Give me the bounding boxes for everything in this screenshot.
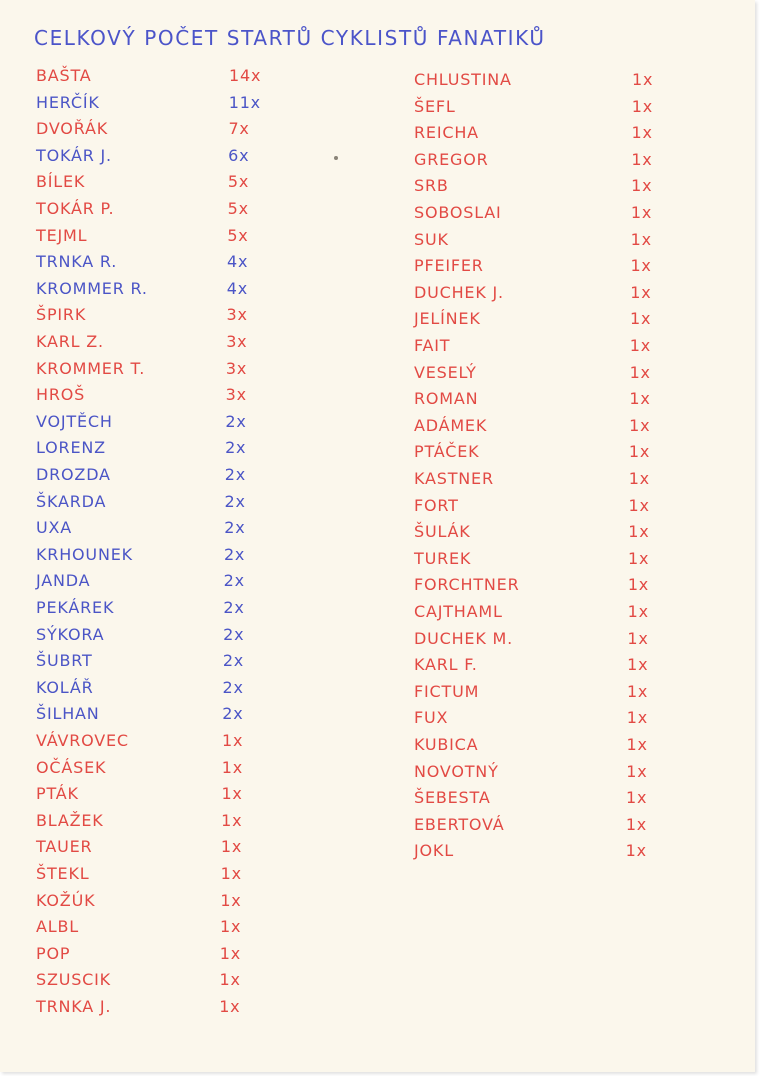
- start-count: 1x: [628, 495, 650, 515]
- rider-name: NOVOTNÝ: [414, 761, 499, 781]
- start-count: 1x: [629, 362, 651, 382]
- rider-name: LORENZ: [36, 438, 106, 458]
- start-count: 1x: [629, 336, 652, 355]
- rider-name: OČÁSEK: [36, 757, 107, 777]
- list-item: [36, 917, 306, 941]
- rider-name: FORCHTNER: [414, 575, 520, 595]
- list-item: [414, 788, 684, 812]
- rider-name: ŠILHAN: [36, 704, 100, 724]
- list-item: [36, 837, 306, 861]
- start-count: 1x: [630, 203, 653, 222]
- start-count: 5x: [227, 172, 250, 192]
- start-count: 11x: [228, 92, 261, 112]
- rider-name: KARL F.: [414, 655, 478, 675]
- start-count: 2x: [224, 465, 247, 484]
- rider-name: ADÁMEK: [414, 415, 488, 435]
- list-item: [414, 176, 684, 200]
- start-count: 2x: [223, 598, 245, 617]
- start-count: 1x: [629, 389, 651, 409]
- list-item: [36, 811, 306, 835]
- start-count: 1x: [630, 309, 652, 329]
- rider-name: EBERTOVÁ: [414, 814, 505, 834]
- start-count: 1x: [626, 681, 649, 701]
- rider-name: DUCHEK M.: [414, 628, 514, 648]
- start-count: 1x: [627, 655, 649, 675]
- start-count: 2x: [224, 518, 246, 538]
- list-item: [414, 256, 684, 280]
- list-item: [414, 469, 684, 493]
- start-count: 1x: [626, 708, 648, 728]
- list-item: [36, 252, 306, 276]
- start-count: 1x: [628, 548, 650, 568]
- rider-name: KOLÁŘ: [36, 677, 94, 697]
- list-item: [36, 305, 306, 329]
- list-item: [414, 549, 684, 573]
- list-item: [414, 575, 684, 599]
- list-item: [36, 598, 306, 622]
- start-count: 1x: [630, 229, 652, 249]
- start-count: 2x: [223, 571, 245, 591]
- rider-name: BÍLEK: [36, 172, 86, 192]
- rider-name: DVOŘÁK: [36, 119, 109, 139]
- list-item: [36, 864, 306, 888]
- start-count: 1x: [220, 917, 242, 937]
- start-count: 2x: [223, 624, 245, 644]
- start-count: 1x: [631, 123, 653, 143]
- list-item: [414, 762, 684, 786]
- rider-name: CAJTHAML: [414, 602, 503, 621]
- start-count: 2x: [225, 438, 247, 458]
- list-item: [36, 332, 306, 356]
- list-item: [414, 841, 684, 865]
- list-item: [414, 496, 684, 520]
- list-item: [36, 119, 306, 143]
- start-count: 1x: [221, 810, 243, 830]
- start-count: 1x: [219, 970, 241, 990]
- rider-name: CHLUSTINA: [414, 70, 512, 89]
- rider-name: SZUSCIK: [36, 970, 111, 990]
- rider-name: PTÁK: [36, 784, 79, 804]
- rider-name: KROMMER T.: [36, 358, 146, 378]
- start-count: 1x: [219, 997, 241, 1016]
- list-item: [414, 442, 684, 466]
- list-item: [414, 602, 684, 626]
- rider-name: TRNKA J.: [36, 997, 112, 1016]
- list-item: [36, 412, 306, 436]
- start-count: 2x: [222, 651, 245, 671]
- rider-name: SUK: [414, 229, 449, 249]
- list-item: [36, 545, 306, 569]
- rider-name: HERČÍK: [36, 92, 100, 112]
- start-count: 1x: [629, 415, 651, 435]
- rider-name: VESELÝ: [414, 362, 477, 382]
- rider-name: KASTNER: [414, 469, 494, 488]
- start-count: 1x: [220, 890, 242, 910]
- rider-name: UXA: [36, 518, 73, 538]
- list-item: [36, 359, 306, 383]
- rider-name: DROZDA: [36, 465, 111, 484]
- rider-name: ŠUBRT: [36, 651, 93, 671]
- list-item: [36, 385, 306, 409]
- start-count: 7x: [228, 119, 250, 139]
- list-item: [414, 309, 684, 333]
- start-count: 6x: [228, 145, 250, 165]
- rider-name: KOŽÚK: [36, 890, 96, 910]
- list-item: [36, 758, 306, 782]
- start-count: 3x: [226, 332, 248, 351]
- start-count: 14x: [229, 66, 262, 85]
- rider-name: SRB: [414, 176, 449, 196]
- list-item: [414, 389, 684, 413]
- start-count: 2x: [224, 491, 246, 511]
- start-count: 1x: [221, 784, 243, 804]
- list-item: [414, 150, 684, 174]
- start-count: 1x: [628, 522, 650, 542]
- rider-name: FUX: [414, 708, 449, 728]
- rider-name: GREGOR: [414, 149, 489, 169]
- rider-name: PEKÁREK: [36, 598, 115, 617]
- start-count: 1x: [630, 256, 652, 276]
- list-item: [36, 651, 306, 675]
- list-item: [36, 438, 306, 462]
- list-item: [36, 970, 306, 994]
- rider-name: KRHOUNEK: [36, 544, 133, 564]
- start-count: 1x: [220, 864, 242, 883]
- list-item: [414, 682, 684, 706]
- list-item: [414, 203, 684, 227]
- start-count: 3x: [226, 305, 248, 325]
- list-item: [414, 655, 684, 679]
- rider-name: BLAŽEK: [36, 810, 104, 830]
- list-item: [36, 625, 306, 649]
- start-count: 1x: [626, 761, 648, 781]
- rider-name: ŠKARDA: [36, 491, 107, 511]
- rider-name: ŠULÁK: [414, 522, 471, 542]
- start-count: 2x: [222, 677, 244, 697]
- rider-name: SOBOSLAI: [414, 203, 502, 222]
- start-count: 1x: [627, 602, 649, 621]
- page-title: CELKOVÝ POČET STARTŮ CYKLISTŮ FANATIKŮ: [34, 26, 546, 50]
- start-count: 1x: [625, 841, 647, 861]
- start-count: 2x: [222, 704, 244, 724]
- start-count: 2x: [225, 411, 247, 431]
- start-count: 1x: [631, 149, 653, 169]
- rider-name: ŠEFL: [414, 96, 456, 116]
- list-item: [414, 363, 684, 387]
- start-count: 3x: [225, 358, 248, 378]
- start-count: 2x: [223, 544, 246, 564]
- list-item: [36, 678, 306, 702]
- rider-name: VOJTĚCH: [36, 411, 113, 431]
- list-item: [414, 708, 684, 732]
- list-item: [36, 492, 306, 516]
- rider-name: TOKÁR P.: [36, 199, 115, 218]
- rider-name: FAIT: [414, 336, 451, 355]
- rider-name: KROMMER R.: [36, 278, 148, 298]
- list-item: [414, 629, 684, 653]
- rider-name: PTÁČEK: [414, 442, 480, 462]
- list-item: [36, 784, 306, 808]
- list-item: [36, 226, 306, 250]
- start-count: 5x: [227, 225, 249, 245]
- rider-name: FORT: [414, 495, 459, 515]
- list-item: [414, 97, 684, 121]
- list-item: [36, 146, 306, 170]
- rider-name: JANDA: [36, 571, 91, 591]
- start-count: 1x: [626, 735, 648, 754]
- start-count: 1x: [632, 70, 654, 89]
- start-count: 4x: [226, 278, 248, 298]
- list-item: [36, 172, 306, 196]
- list-item: [36, 93, 306, 117]
- rider-name: ROMAN: [414, 389, 479, 409]
- rider-name: JOKL: [414, 841, 454, 861]
- rider-name: BAŠTA: [36, 66, 92, 85]
- rider-name: DUCHEK J.: [414, 282, 504, 302]
- start-count: 1x: [627, 575, 650, 595]
- rider-name: VÁVROVEC: [36, 731, 129, 750]
- rider-name: TEJML: [36, 225, 88, 245]
- list-item: [36, 465, 306, 489]
- rider-name: ŠEBESTA: [414, 788, 491, 808]
- start-count: 5x: [227, 199, 249, 218]
- start-count: 1x: [631, 176, 653, 196]
- list-item: [36, 279, 306, 303]
- list-item: [36, 571, 306, 595]
- rider-name: TOKÁR J.: [36, 145, 112, 165]
- rider-name: PFEIFER: [414, 256, 484, 276]
- start-count: 1x: [627, 628, 649, 648]
- list-item: [414, 336, 684, 360]
- start-count: 1x: [628, 469, 650, 488]
- rider-name: POP: [36, 943, 71, 963]
- rider-name: SÝKORA: [36, 624, 105, 644]
- start-count: 1x: [626, 788, 648, 808]
- list-item: [36, 944, 306, 968]
- rider-name: KARL Z.: [36, 332, 104, 351]
- list-item: [414, 815, 684, 839]
- list-item: [414, 283, 684, 307]
- start-count: 1x: [221, 757, 243, 777]
- start-count: 3x: [225, 385, 247, 405]
- start-count: 1x: [625, 814, 648, 834]
- list-item: [414, 416, 684, 440]
- list-item: [414, 522, 684, 546]
- start-count: 1x: [630, 282, 652, 302]
- rider-name: JELÍNEK: [414, 309, 481, 329]
- list-item: [36, 731, 306, 755]
- paper-speck: [334, 156, 338, 160]
- start-count: 1x: [631, 96, 654, 116]
- start-count: 1x: [219, 943, 241, 963]
- list-item: [36, 66, 306, 90]
- start-count: 1x: [222, 731, 244, 750]
- list-item: [36, 199, 306, 223]
- list-item: [36, 997, 306, 1021]
- rider-name: TRNKA R.: [36, 252, 118, 272]
- list-item: [414, 70, 684, 94]
- rider-name: HROŠ: [36, 385, 86, 405]
- start-count: 1x: [628, 442, 651, 462]
- rider-name: ALBL: [36, 917, 79, 937]
- list-item: [36, 891, 306, 915]
- start-count: 4x: [227, 252, 249, 272]
- rider-name: KUBICA: [414, 735, 479, 754]
- start-count: 1x: [220, 837, 243, 857]
- list-item: [36, 518, 306, 542]
- list-item: [414, 735, 684, 759]
- rider-name: FICTUM: [414, 681, 480, 701]
- rider-name: TUREK: [414, 548, 472, 568]
- list-item: [36, 704, 306, 728]
- rider-name: ŠTEKL: [36, 864, 90, 883]
- rider-name: TAUER: [36, 837, 93, 857]
- list-item: [414, 230, 684, 254]
- rider-name: REICHA: [414, 123, 479, 143]
- rider-name: ŠPIRK: [36, 305, 87, 325]
- list-item: [414, 123, 684, 147]
